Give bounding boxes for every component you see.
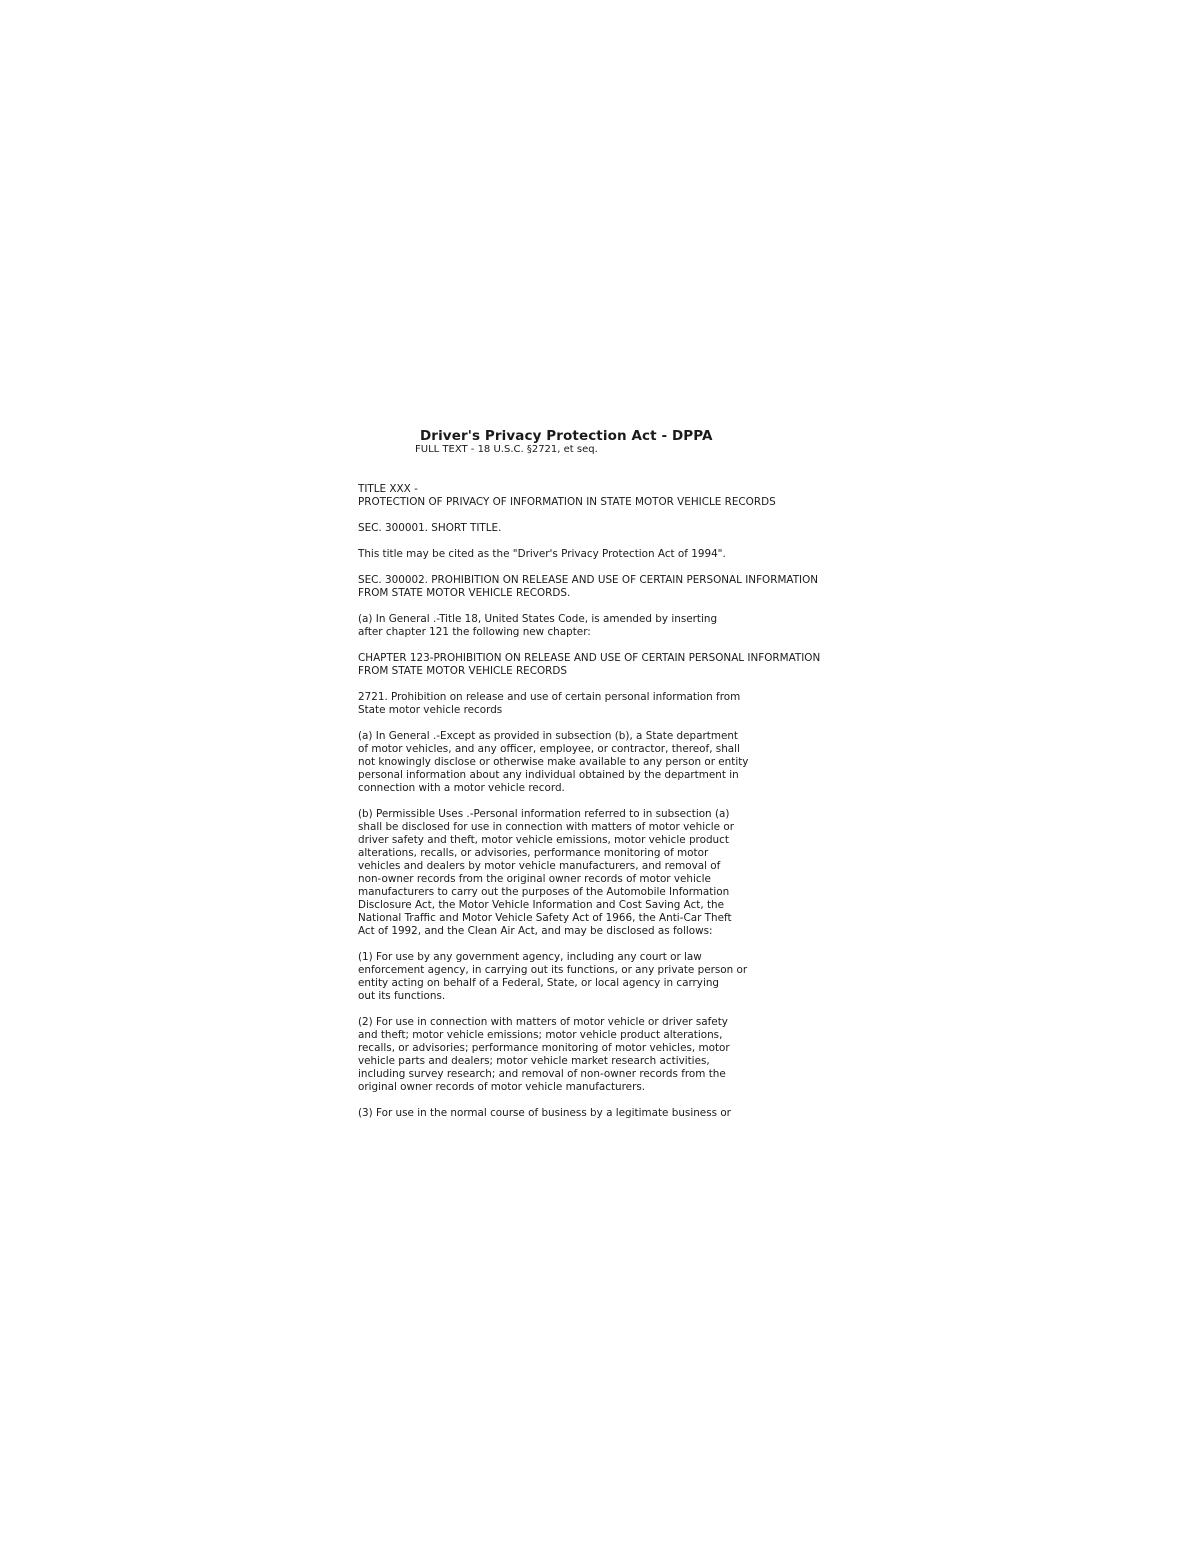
paragraph-short-title: This title may be cited as the "Driver's Privacy Protection Act of 1994".: [358, 548, 726, 560]
document-subtitle: FULL TEXT - 18 U.S.C. §2721, et seq.: [415, 444, 598, 455]
paragraph-a-in-general: (a) In General .-Except as provided in subsection (b), a State department of motor vehicles, and any officer, employee, or contractor, thereof, shall not knowingly disclose or otherwise make available to any person or entity personal information about any individual obtained by the department in connection with a motor vehicle record.: [358, 730, 749, 794]
paragraph-sec-300002: SEC. 300002. PROHIBITION ON RELEASE AND USE OF CERTAIN PERSONAL INFORMATION FROM STATE MOTOR VEHICLE RECORDS.: [358, 574, 819, 599]
paragraph-a-in-general-amend: (a) In General .-Title 18, United States Code, is amended by inserting after chapter 121 the following new chapter:: [358, 613, 718, 638]
paragraph-use-2: (2) For use in connection with matters of motor vehicle or driver safety and theft; motor vehicle emissions; motor vehicle product alterations, recalls, or advisories; performance monitoring of motor vehicles, motor vehicle parts and dealers; motor vehicle market research activities, including survey research; and removal of non-owner records from the original owner records of motor vehicle manufacturers.: [358, 1016, 730, 1093]
paragraph-title-xxx: TITLE XXX - PROTECTION OF PRIVACY OF INFORMATION IN STATE MOTOR VEHICLE RECORDS: [358, 483, 776, 508]
paragraph-chapter-123: CHAPTER 123-PROHIBITION ON RELEASE AND USE OF CERTAIN PERSONAL INFORMATION FROM STATE MOTOR VEHICLE RECORDS: [358, 652, 821, 677]
paragraph-use-3: (3) For use in the normal course of business by a legitimate business or: [358, 1107, 731, 1119]
paragraph-b-permissible-uses: (b) Permissible Uses .-Personal information referred to in subsection (a) shall be disclosed for use in connection with matters of motor vehicle or driver safety and theft, motor vehicle emissions, motor vehicle product alterations, recalls, or advisories, performance monitoring of motor vehicles and dealers by motor vehicle manufacturers, and removal of non-owner records from the original owner records of motor vehicle manufacturers to carry out the purposes of the Automobile Information Disclosure Act, the Motor Vehicle Information and Cost Saving Act, the National Traffic and Motor Vehicle Safety Act of 1966, the Anti-Car Theft Act of 1992, and the Clean Air Act, and may be disclosed as follows:: [358, 808, 735, 937]
document-title: Driver's Privacy Protection Act - DPPA: [420, 428, 713, 444]
document-body: [358, 483, 878, 1133]
paragraph-2721-heading: 2721. Prohibition on release and use of certain personal information from State motor vehicle records: [358, 691, 741, 716]
paragraph-sec-300001: SEC. 300001. SHORT TITLE.: [358, 522, 502, 534]
paragraph-use-1: (1) For use by any government agency, including any court or law enforcement agency, in carrying out its functions, or any private person or entity acting on behalf of a Federal, State, or local agency in carrying out its functions.: [358, 951, 748, 1002]
